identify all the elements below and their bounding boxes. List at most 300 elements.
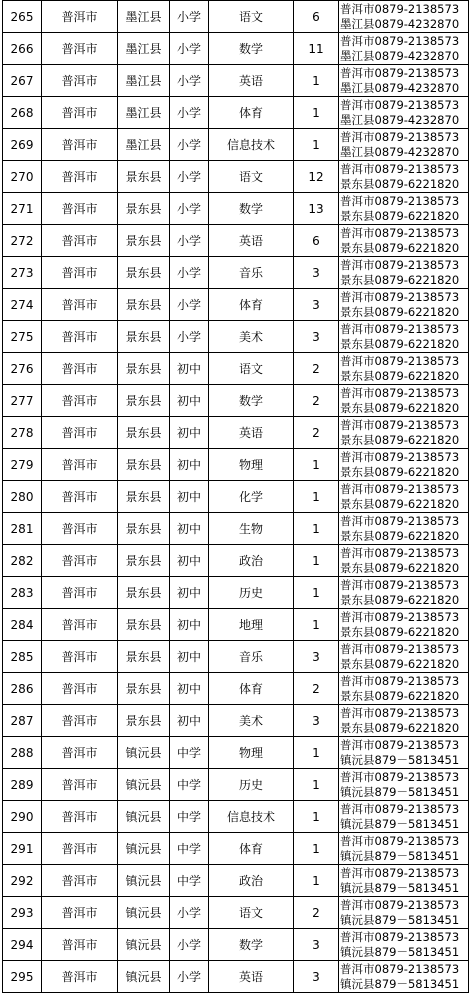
county-cell: 镇沅县 <box>118 769 170 801</box>
headcount-cell: 11 <box>294 33 339 65</box>
city-phone: 普洱市0879-2138573 <box>340 929 460 944</box>
table-row <box>3 481 469 513</box>
table-row <box>3 865 469 897</box>
table-row <box>3 897 469 929</box>
city-cell: 普洱市 <box>42 481 118 513</box>
school-level-cell: 初中 <box>170 385 209 417</box>
county-cell: 景东县 <box>118 257 170 289</box>
county-cell: 镇沅县 <box>118 897 170 929</box>
headcount-cell: 2 <box>294 385 339 417</box>
county-phone: 景东县0879-6221820 <box>340 304 460 319</box>
city-cell: 普洱市 <box>42 97 118 129</box>
subject-cell: 信息技术 <box>209 129 294 161</box>
school-level-cell: 初中 <box>170 481 209 513</box>
subject-cell: 数学 <box>209 929 294 961</box>
contact-phone-cell <box>339 641 469 673</box>
county-cell: 镇沅县 <box>118 833 170 865</box>
row-number-cell: 291 <box>3 833 42 865</box>
headcount-cell: 1 <box>294 769 339 801</box>
table-row <box>3 65 469 97</box>
row-number-cell: 293 <box>3 897 42 929</box>
county-phone: 镇沅县879－5813451 <box>340 848 460 863</box>
contact-phone-cell <box>339 705 469 737</box>
county-phone: 墨江县0879-4232870 <box>340 48 460 63</box>
table-row <box>3 289 469 321</box>
city-phone: 普洱市0879-2138573 <box>340 129 460 144</box>
county-phone: 景东县0879-6221820 <box>340 528 460 543</box>
city-phone: 普洱市0879-2138573 <box>340 321 460 336</box>
city-phone: 普洱市0879-2138573 <box>340 1 460 16</box>
school-level-cell: 初中 <box>170 353 209 385</box>
city-cell: 普洱市 <box>42 769 118 801</box>
row-number-cell: 279 <box>3 449 42 481</box>
school-level-cell: 小学 <box>170 129 209 161</box>
table-body <box>3 1 469 993</box>
subject-cell: 地理 <box>209 609 294 641</box>
county-cell: 镇沅县 <box>118 865 170 897</box>
city-phone: 普洱市0879-2138573 <box>340 257 460 272</box>
school-level-cell: 中学 <box>170 833 209 865</box>
city-phone: 普洱市0879-2138573 <box>340 225 460 240</box>
city-phone: 普洱市0879-2138573 <box>340 737 460 752</box>
city-cell: 普洱市 <box>42 705 118 737</box>
row-number-cell: 271 <box>3 193 42 225</box>
subject-cell: 政治 <box>209 865 294 897</box>
city-cell: 普洱市 <box>42 833 118 865</box>
table-row <box>3 321 469 353</box>
table-row <box>3 833 469 865</box>
city-phone: 普洱市0879-2138573 <box>340 769 460 784</box>
county-phone: 景东县0879-6221820 <box>340 496 460 511</box>
contact-phone-cell <box>339 65 469 97</box>
headcount-cell: 1 <box>294 801 339 833</box>
school-level-cell: 初中 <box>170 417 209 449</box>
row-number-cell: 272 <box>3 225 42 257</box>
county-phone: 景东县0879-6221820 <box>340 464 460 479</box>
table-row <box>3 801 469 833</box>
city-phone: 普洱市0879-2138573 <box>340 289 460 304</box>
city-cell: 普洱市 <box>42 161 118 193</box>
contact-phone-cell <box>339 929 469 961</box>
table-row <box>3 545 469 577</box>
row-number-cell: 292 <box>3 865 42 897</box>
school-level-cell: 小学 <box>170 65 209 97</box>
county-phone: 景东县0879-6221820 <box>340 240 460 255</box>
contact-phone-cell <box>339 97 469 129</box>
row-number-cell: 294 <box>3 929 42 961</box>
contact-phone-cell <box>339 481 469 513</box>
headcount-cell: 1 <box>294 129 339 161</box>
city-phone: 普洱市0879-2138573 <box>340 897 460 912</box>
contact-phone-cell <box>339 321 469 353</box>
table-row <box>3 449 469 481</box>
subject-cell: 体育 <box>209 673 294 705</box>
subject-cell: 音乐 <box>209 641 294 673</box>
city-phone: 普洱市0879-2138573 <box>340 33 460 48</box>
county-phone: 景东县0879-6221820 <box>340 368 460 383</box>
county-phone: 景东县0879-6221820 <box>340 432 460 447</box>
county-phone: 景东县0879-6221820 <box>340 592 460 607</box>
table-row <box>3 513 469 545</box>
city-cell: 普洱市 <box>42 385 118 417</box>
county-cell: 景东县 <box>118 449 170 481</box>
headcount-cell: 2 <box>294 897 339 929</box>
row-number-cell: 275 <box>3 321 42 353</box>
table-row <box>3 673 469 705</box>
school-level-cell: 小学 <box>170 161 209 193</box>
table-row <box>3 417 469 449</box>
county-phone: 景东县0879-6221820 <box>340 176 460 191</box>
headcount-cell: 6 <box>294 225 339 257</box>
city-cell: 普洱市 <box>42 929 118 961</box>
headcount-cell: 1 <box>294 545 339 577</box>
county-phone: 墨江县0879-4232870 <box>340 112 460 127</box>
county-cell: 墨江县 <box>118 65 170 97</box>
city-phone: 普洱市0879-2138573 <box>340 481 460 496</box>
table-row <box>3 641 469 673</box>
subject-cell: 体育 <box>209 833 294 865</box>
row-number-cell: 290 <box>3 801 42 833</box>
school-level-cell: 中学 <box>170 769 209 801</box>
school-level-cell: 初中 <box>170 609 209 641</box>
city-phone: 普洱市0879-2138573 <box>340 801 460 816</box>
headcount-cell: 1 <box>294 449 339 481</box>
contact-phone-cell <box>339 289 469 321</box>
headcount-cell: 3 <box>294 705 339 737</box>
contact-phone-cell <box>339 769 469 801</box>
headcount-cell: 3 <box>294 257 339 289</box>
table-row <box>3 161 469 193</box>
city-cell: 普洱市 <box>42 897 118 929</box>
contact-phone-cell <box>339 801 469 833</box>
contact-phone-cell <box>339 1 469 33</box>
county-phone: 景东县0879-6221820 <box>340 656 460 671</box>
headcount-cell: 1 <box>294 833 339 865</box>
school-level-cell: 初中 <box>170 705 209 737</box>
county-cell: 景东县 <box>118 641 170 673</box>
row-number-cell: 283 <box>3 577 42 609</box>
subject-cell: 美术 <box>209 705 294 737</box>
city-phone: 普洱市0879-2138573 <box>340 193 460 208</box>
city-phone: 普洱市0879-2138573 <box>340 705 460 720</box>
subject-cell: 化学 <box>209 481 294 513</box>
row-number-cell: 274 <box>3 289 42 321</box>
table-row <box>3 705 469 737</box>
city-phone: 普洱市0879-2138573 <box>340 161 460 176</box>
city-cell: 普洱市 <box>42 609 118 641</box>
county-phone: 镇沅县879－5813451 <box>340 752 460 767</box>
table-row <box>3 193 469 225</box>
contact-phone-cell <box>339 257 469 289</box>
county-cell: 镇沅县 <box>118 929 170 961</box>
county-phone: 景东县0879-6221820 <box>340 560 460 575</box>
school-level-cell: 中学 <box>170 801 209 833</box>
school-level-cell: 中学 <box>170 865 209 897</box>
city-cell: 普洱市 <box>42 865 118 897</box>
subject-cell: 英语 <box>209 65 294 97</box>
subject-cell: 语文 <box>209 161 294 193</box>
subject-cell: 信息技术 <box>209 801 294 833</box>
county-phone: 景东县0879-6221820 <box>340 336 460 351</box>
subject-cell: 政治 <box>209 545 294 577</box>
row-number-cell: 287 <box>3 705 42 737</box>
headcount-cell: 1 <box>294 97 339 129</box>
county-phone: 景东县0879-6221820 <box>340 720 460 735</box>
contact-phone-cell <box>339 609 469 641</box>
city-cell: 普洱市 <box>42 449 118 481</box>
headcount-cell: 12 <box>294 161 339 193</box>
table-row <box>3 577 469 609</box>
contact-phone-cell <box>339 225 469 257</box>
county-phone: 景东县0879-6221820 <box>340 400 460 415</box>
city-phone: 普洱市0879-2138573 <box>340 385 460 400</box>
contact-phone-cell <box>339 513 469 545</box>
county-cell: 景东县 <box>118 385 170 417</box>
subject-cell: 历史 <box>209 577 294 609</box>
county-phone: 镇沅县879－5813451 <box>340 880 460 895</box>
contact-phone-cell <box>339 545 469 577</box>
headcount-cell: 2 <box>294 417 339 449</box>
county-cell: 墨江县 <box>118 129 170 161</box>
county-phone: 镇沅县879－5813451 <box>340 976 460 991</box>
headcount-cell: 2 <box>294 353 339 385</box>
subject-cell: 体育 <box>209 289 294 321</box>
subject-cell: 语文 <box>209 897 294 929</box>
school-level-cell: 小学 <box>170 97 209 129</box>
row-number-cell: 281 <box>3 513 42 545</box>
headcount-cell: 1 <box>294 577 339 609</box>
county-cell: 墨江县 <box>118 33 170 65</box>
row-number-cell: 266 <box>3 33 42 65</box>
contact-phone-cell <box>339 193 469 225</box>
county-phone: 墨江县0879-4232870 <box>340 80 460 95</box>
subject-cell: 数学 <box>209 385 294 417</box>
table-row <box>3 737 469 769</box>
headcount-cell: 3 <box>294 929 339 961</box>
headcount-cell: 13 <box>294 193 339 225</box>
row-number-cell: 267 <box>3 65 42 97</box>
headcount-cell: 6 <box>294 1 339 33</box>
city-phone: 普洱市0879-2138573 <box>340 353 460 368</box>
city-phone: 普洱市0879-2138573 <box>340 97 460 112</box>
table-row <box>3 33 469 65</box>
contact-phone-cell <box>339 961 469 993</box>
county-cell: 镇沅县 <box>118 737 170 769</box>
contact-phone-cell <box>339 833 469 865</box>
school-level-cell: 初中 <box>170 641 209 673</box>
school-level-cell: 初中 <box>170 577 209 609</box>
row-number-cell: 278 <box>3 417 42 449</box>
subject-cell: 美术 <box>209 321 294 353</box>
headcount-cell: 2 <box>294 673 339 705</box>
row-number-cell: 276 <box>3 353 42 385</box>
school-level-cell: 小学 <box>170 193 209 225</box>
school-level-cell: 小学 <box>170 257 209 289</box>
headcount-cell: 1 <box>294 481 339 513</box>
county-phone: 墨江县0879-4232870 <box>340 144 460 159</box>
county-cell: 景东县 <box>118 289 170 321</box>
row-number-cell: 277 <box>3 385 42 417</box>
county-cell: 景东县 <box>118 193 170 225</box>
county-phone: 景东县0879-6221820 <box>340 272 460 287</box>
city-phone: 普洱市0879-2138573 <box>340 673 460 688</box>
city-cell: 普洱市 <box>42 641 118 673</box>
row-number-cell: 284 <box>3 609 42 641</box>
contact-phone-cell <box>339 353 469 385</box>
headcount-cell: 3 <box>294 289 339 321</box>
row-number-cell: 270 <box>3 161 42 193</box>
county-cell: 墨江县 <box>118 1 170 33</box>
city-cell: 普洱市 <box>42 65 118 97</box>
recruitment-table <box>2 0 469 993</box>
headcount-cell: 1 <box>294 65 339 97</box>
row-number-cell: 289 <box>3 769 42 801</box>
county-cell: 镇沅县 <box>118 961 170 993</box>
contact-phone-cell <box>339 865 469 897</box>
city-phone: 普洱市0879-2138573 <box>340 577 460 592</box>
school-level-cell: 初中 <box>170 545 209 577</box>
city-phone: 普洱市0879-2138573 <box>340 961 460 976</box>
city-cell: 普洱市 <box>42 321 118 353</box>
table-row <box>3 609 469 641</box>
table-row <box>3 929 469 961</box>
subject-cell: 历史 <box>209 769 294 801</box>
headcount-cell: 1 <box>294 737 339 769</box>
city-phone: 普洱市0879-2138573 <box>340 865 460 880</box>
city-cell: 普洱市 <box>42 577 118 609</box>
contact-phone-cell <box>339 129 469 161</box>
subject-cell: 语文 <box>209 353 294 385</box>
city-cell: 普洱市 <box>42 673 118 705</box>
city-phone: 普洱市0879-2138573 <box>340 513 460 528</box>
county-cell: 景东县 <box>118 225 170 257</box>
city-cell: 普洱市 <box>42 289 118 321</box>
city-phone: 普洱市0879-2138573 <box>340 833 460 848</box>
row-number-cell: 265 <box>3 1 42 33</box>
subject-cell: 语文 <box>209 1 294 33</box>
city-phone: 普洱市0879-2138573 <box>340 641 460 656</box>
county-cell: 景东县 <box>118 673 170 705</box>
contact-phone-cell <box>339 161 469 193</box>
table-row <box>3 225 469 257</box>
table-row <box>3 961 469 993</box>
city-cell: 普洱市 <box>42 417 118 449</box>
county-cell: 景东县 <box>118 161 170 193</box>
subject-cell: 音乐 <box>209 257 294 289</box>
county-cell: 景东县 <box>118 417 170 449</box>
table-row <box>3 1 469 33</box>
school-level-cell: 小学 <box>170 929 209 961</box>
table-row <box>3 385 469 417</box>
city-phone: 普洱市0879-2138573 <box>340 417 460 432</box>
subject-cell: 英语 <box>209 961 294 993</box>
headcount-cell: 1 <box>294 513 339 545</box>
table-row <box>3 129 469 161</box>
school-level-cell: 小学 <box>170 33 209 65</box>
county-phone: 镇沅县879－5813451 <box>340 784 460 799</box>
school-level-cell: 小学 <box>170 289 209 321</box>
city-cell: 普洱市 <box>42 737 118 769</box>
subject-cell: 数学 <box>209 33 294 65</box>
city-phone: 普洱市0879-2138573 <box>340 609 460 624</box>
city-cell: 普洱市 <box>42 513 118 545</box>
headcount-cell: 1 <box>294 609 339 641</box>
subject-cell: 英语 <box>209 417 294 449</box>
contact-phone-cell <box>339 897 469 929</box>
county-phone: 镇沅县879－5813451 <box>340 912 460 927</box>
city-cell: 普洱市 <box>42 225 118 257</box>
subject-cell: 物理 <box>209 449 294 481</box>
school-level-cell: 小学 <box>170 321 209 353</box>
school-level-cell: 小学 <box>170 225 209 257</box>
row-number-cell: 282 <box>3 545 42 577</box>
county-phone: 景东县0879-6221820 <box>340 688 460 703</box>
city-cell: 普洱市 <box>42 33 118 65</box>
row-number-cell: 286 <box>3 673 42 705</box>
row-number-cell: 268 <box>3 97 42 129</box>
contact-phone-cell <box>339 33 469 65</box>
city-cell: 普洱市 <box>42 545 118 577</box>
county-cell: 景东县 <box>118 513 170 545</box>
school-level-cell: 初中 <box>170 673 209 705</box>
row-number-cell: 269 <box>3 129 42 161</box>
county-cell: 景东县 <box>118 545 170 577</box>
city-cell: 普洱市 <box>42 193 118 225</box>
city-cell: 普洱市 <box>42 1 118 33</box>
county-phone: 镇沅县879－5813451 <box>340 944 460 959</box>
school-level-cell: 初中 <box>170 449 209 481</box>
table-row <box>3 97 469 129</box>
headcount-cell: 3 <box>294 961 339 993</box>
headcount-cell: 3 <box>294 321 339 353</box>
subject-cell: 体育 <box>209 97 294 129</box>
school-level-cell: 小学 <box>170 1 209 33</box>
row-number-cell: 273 <box>3 257 42 289</box>
county-cell: 景东县 <box>118 705 170 737</box>
contact-phone-cell <box>339 417 469 449</box>
county-cell: 景东县 <box>118 609 170 641</box>
row-number-cell: 288 <box>3 737 42 769</box>
county-cell: 景东县 <box>118 321 170 353</box>
city-phone: 普洱市0879-2138573 <box>340 545 460 560</box>
city-cell: 普洱市 <box>42 961 118 993</box>
city-cell: 普洱市 <box>42 257 118 289</box>
table-row <box>3 769 469 801</box>
county-phone: 景东县0879-6221820 <box>340 624 460 639</box>
contact-phone-cell <box>339 577 469 609</box>
city-phone: 普洱市0879-2138573 <box>340 65 460 80</box>
county-cell: 景东县 <box>118 481 170 513</box>
school-level-cell: 小学 <box>170 961 209 993</box>
subject-cell: 数学 <box>209 193 294 225</box>
city-cell: 普洱市 <box>42 129 118 161</box>
county-cell: 景东县 <box>118 353 170 385</box>
school-level-cell: 中学 <box>170 737 209 769</box>
contact-phone-cell <box>339 385 469 417</box>
subject-cell: 物理 <box>209 737 294 769</box>
row-number-cell: 285 <box>3 641 42 673</box>
city-cell: 普洱市 <box>42 353 118 385</box>
county-phone: 墨江县0879-4232870 <box>340 16 460 31</box>
row-number-cell: 280 <box>3 481 42 513</box>
contact-phone-cell <box>339 737 469 769</box>
headcount-cell: 1 <box>294 865 339 897</box>
row-number-cell: 295 <box>3 961 42 993</box>
county-phone: 镇沅县879－5813451 <box>340 816 460 831</box>
school-level-cell: 初中 <box>170 513 209 545</box>
contact-phone-cell <box>339 673 469 705</box>
county-cell: 墨江县 <box>118 97 170 129</box>
